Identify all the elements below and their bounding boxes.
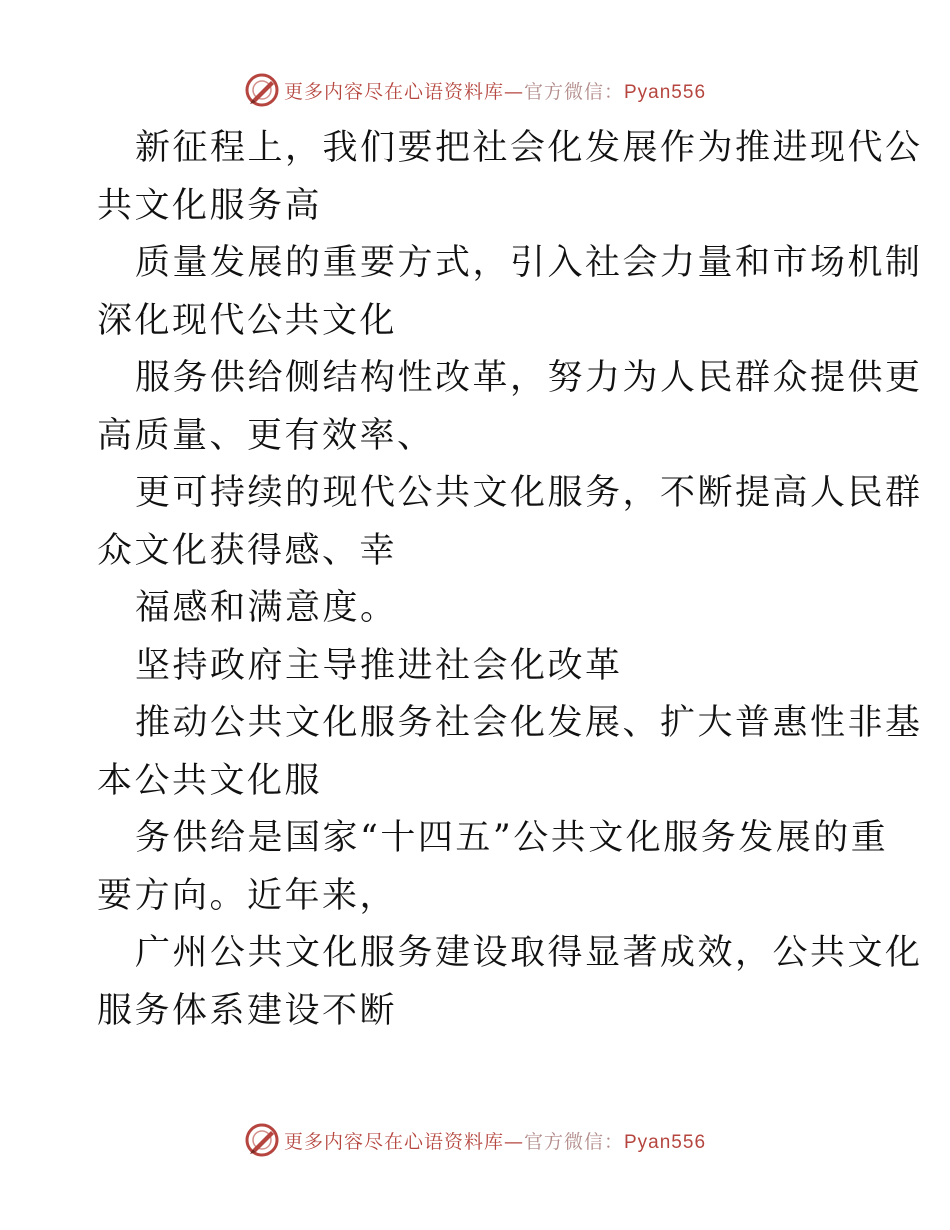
paragraph-line: 新征程上，我们要把社会化发展作为推进现代公 bbox=[135, 128, 923, 168]
paragraph-line: 质量发展的重要方式，引入社会力量和市场机制 bbox=[135, 243, 923, 283]
watermark-label: 官方微信： bbox=[523, 80, 624, 103]
paragraph-line: 推动公共文化服务社会化发展、扩大普惠性非基 bbox=[135, 703, 923, 743]
section-heading: 坚持政府主导推进社会化改革 bbox=[135, 645, 623, 686]
document-body bbox=[97, 120, 923, 1040]
watermark-label: 官方微信： bbox=[523, 1130, 624, 1153]
watermark-site-text: 更多内容尽在心语资料库 bbox=[283, 1130, 504, 1153]
paragraph-line: 本公共文化服 bbox=[97, 760, 323, 801]
paragraph-line: 众文化获得感、幸 bbox=[97, 530, 398, 571]
footer-watermark bbox=[0, 1120, 950, 1160]
paragraph-line: 服务供给侧结构性改革，努力为人民群众提供更 bbox=[135, 358, 923, 398]
paragraph-line: 务供给是国家“十四五”公共文化服务发展的重 bbox=[135, 818, 889, 858]
watermark-separator: — bbox=[503, 80, 524, 103]
watermark-wechat-id: Pyan556 bbox=[624, 81, 707, 103]
watermark-separator: — bbox=[503, 1130, 524, 1153]
paragraph-line: 深化现代公共文化 bbox=[97, 300, 398, 341]
paragraph-line: 服务体系建设不断 bbox=[97, 990, 398, 1031]
header-watermark bbox=[0, 70, 950, 110]
pen-logo-icon bbox=[244, 72, 280, 108]
paragraph-line: 高质量、更有效率、 bbox=[97, 415, 435, 456]
paragraph-line: 更可持续的现代公共文化服务，不断提高人民群 bbox=[135, 473, 923, 513]
paragraph-line: 共文化服务高 bbox=[97, 185, 323, 226]
paragraph-line: 广州公共文化服务建设取得显著成效，公共文化 bbox=[135, 933, 923, 973]
watermark-wechat-id: Pyan556 bbox=[624, 1131, 707, 1153]
paragraph-line: 福感和满意度。 bbox=[135, 588, 398, 628]
watermark-site-text: 更多内容尽在心语资料库 bbox=[283, 80, 504, 103]
paragraph-line: 要方向。近年来， bbox=[97, 875, 398, 916]
pen-logo-icon bbox=[244, 1122, 280, 1158]
